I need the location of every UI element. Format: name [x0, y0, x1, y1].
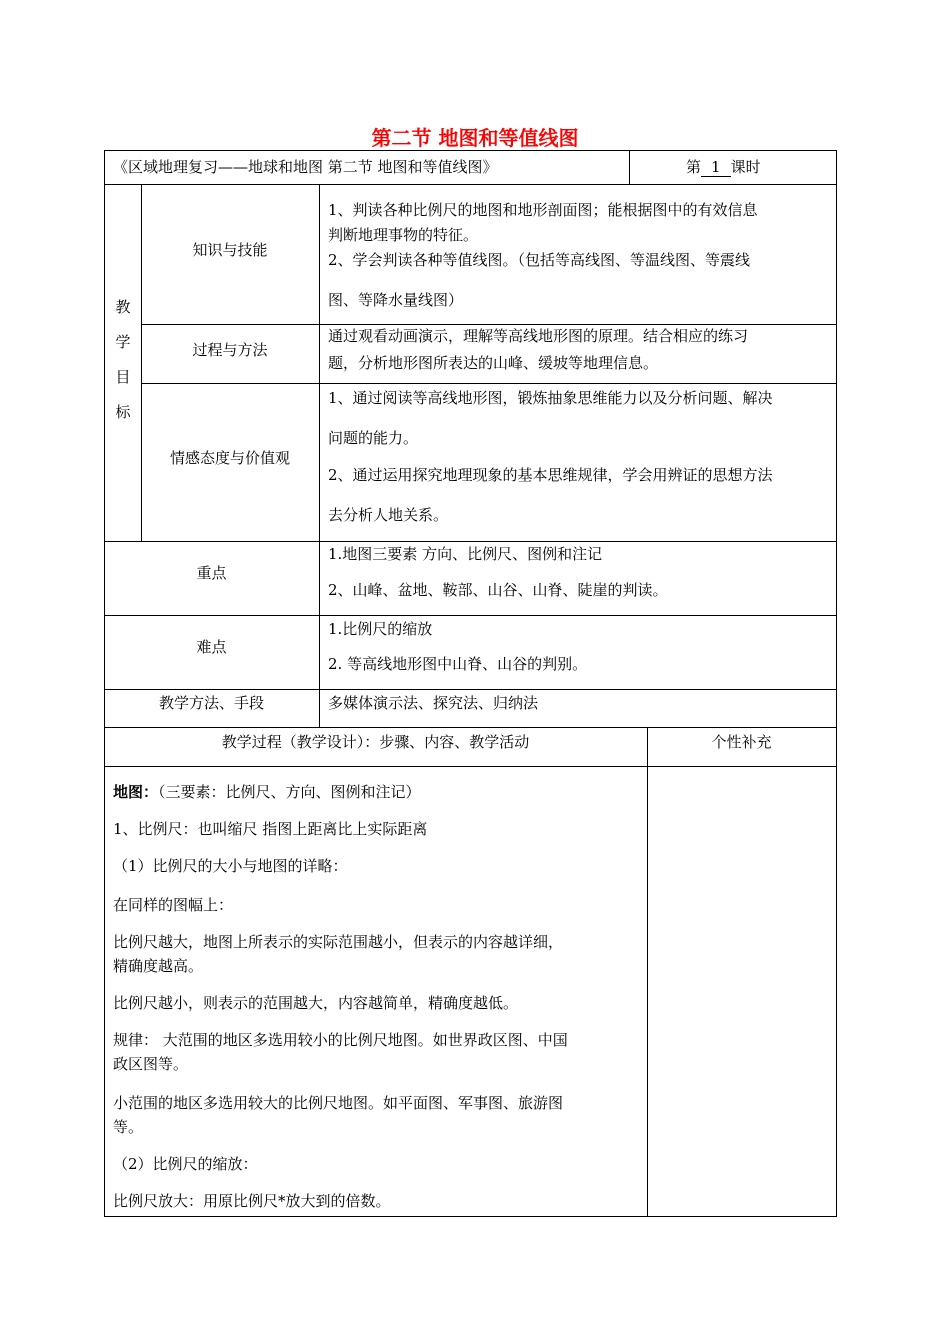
methods-label: 教学方法、手段	[158, 694, 264, 712]
knowledge-line: 1、判读各种比例尺的地图和地形剖面图；能根据图中的有效信息	[328, 201, 758, 219]
emotion-line: 问题的能力。	[328, 429, 419, 447]
col-divider	[629, 150, 630, 184]
course-title: 《区域地理复习——地球和地图 第二节 地图和等值线图》	[113, 158, 498, 176]
content-line: （1）比例尺的大小与地图的详略：	[113, 857, 348, 875]
content-line: （2）比例尺的缩放：	[113, 1155, 258, 1173]
content-line: 等。	[113, 1118, 144, 1136]
objectives-char: 标	[115, 403, 131, 421]
content-line: 规律： 大范围的地区多选用较小的比例尺地图。如世界政区图、中国	[113, 1031, 568, 1049]
row-divider	[104, 766, 837, 767]
period-suffix: 课时	[730, 158, 761, 176]
key-points-line: 1.地图三要素 方向、比例尺、图例和注记	[328, 545, 603, 563]
process-header-right: 个性补充	[711, 733, 772, 751]
table-border-bottom	[104, 1216, 837, 1217]
process-line: 题，分析地形图所表达的山峰、缓坡等地理信息。	[328, 354, 659, 372]
process-label: 过程与方法	[192, 341, 268, 359]
table-border-right	[836, 150, 837, 1217]
content-line: 政区图等。	[113, 1055, 189, 1073]
emotion-label: 情感态度与价值观	[169, 449, 290, 467]
knowledge-line: 2、学会判读各种等值线图。（包括等高线图、等温线图、等震线	[328, 251, 751, 269]
content-line: 1、比例尺：也叫缩尺 指图上距离比上实际距离	[113, 820, 428, 838]
period-number: 1	[701, 159, 731, 177]
content-heading-rest: （三要素：比例尺、方向、图例和注记）	[158, 783, 421, 801]
content-heading-bold: 地图：	[113, 783, 159, 801]
process-line: 通过观看动画演示，理解等高线地形图的原理。结合相应的练习	[328, 327, 749, 345]
period-prefix: 第	[686, 158, 702, 176]
emotion-line: 1、通过阅读等高线地形图，锻炼抽象思维能力以及分析问题、解决	[328, 389, 773, 407]
row-divider	[141, 383, 837, 384]
objectives-char: 学	[115, 333, 131, 351]
content-line: 小范围的地区多选用较大的比例尺地图。如平面图、军事图、旅游图	[113, 1094, 564, 1112]
objectives-char: 目	[115, 368, 131, 386]
knowledge-label: 知识与技能	[192, 241, 268, 259]
content-line: 精确度越高。	[113, 957, 204, 975]
row-divider	[104, 689, 837, 690]
emotion-line: 2、通过运用探究地理现象的基本思维规律，学会用辨证的思想方法	[328, 466, 773, 484]
period-label	[686, 157, 761, 177]
content-line: 比例尺放大：用原比例尺*放大到的倍数。	[113, 1192, 391, 1210]
objectives-char: 教	[115, 298, 131, 316]
row-divider	[104, 615, 837, 616]
difficult-points-line: 2. 等高线地形图中山脊、山谷的判别。	[328, 655, 588, 673]
row-divider	[141, 324, 837, 325]
difficult-points-label: 难点	[196, 638, 227, 656]
emotion-line: 去分析人地关系。	[328, 506, 449, 524]
objectives-group-label	[105, 290, 141, 430]
key-points-line: 2、山峰、盆地、鞍部、山谷、山脊、陡崖的判读。	[328, 581, 668, 599]
document-title: 第二节 地图和等值线图	[371, 126, 579, 150]
content-line: 在同样的图幅上：	[113, 896, 234, 914]
row-divider	[104, 541, 837, 542]
row-divider	[104, 184, 837, 185]
content-line: 比例尺越大，地图上所表示的实际范围越小，但表示的内容越详细，	[113, 933, 564, 951]
table-border-top	[104, 150, 837, 151]
difficult-points-line: 1.比例尺的缩放	[328, 620, 433, 638]
col-divider	[647, 727, 648, 1216]
methods-value: 多媒体演示法、探究法、归纳法	[328, 694, 539, 712]
knowledge-line: 判断地理事物的特征。	[328, 226, 479, 244]
col-divider	[319, 184, 320, 727]
content-line: 比例尺越小，则表示的范围越大，内容越简单，精确度越低。	[113, 994, 519, 1012]
row-divider	[104, 727, 837, 728]
process-header-left: 教学过程（教学设计）：步骤、内容、教学活动	[221, 733, 530, 751]
knowledge-line: 图、等降水量线图）	[328, 291, 464, 309]
key-points-label: 重点	[196, 564, 227, 582]
col-divider	[141, 184, 142, 541]
content-heading	[113, 782, 421, 802]
